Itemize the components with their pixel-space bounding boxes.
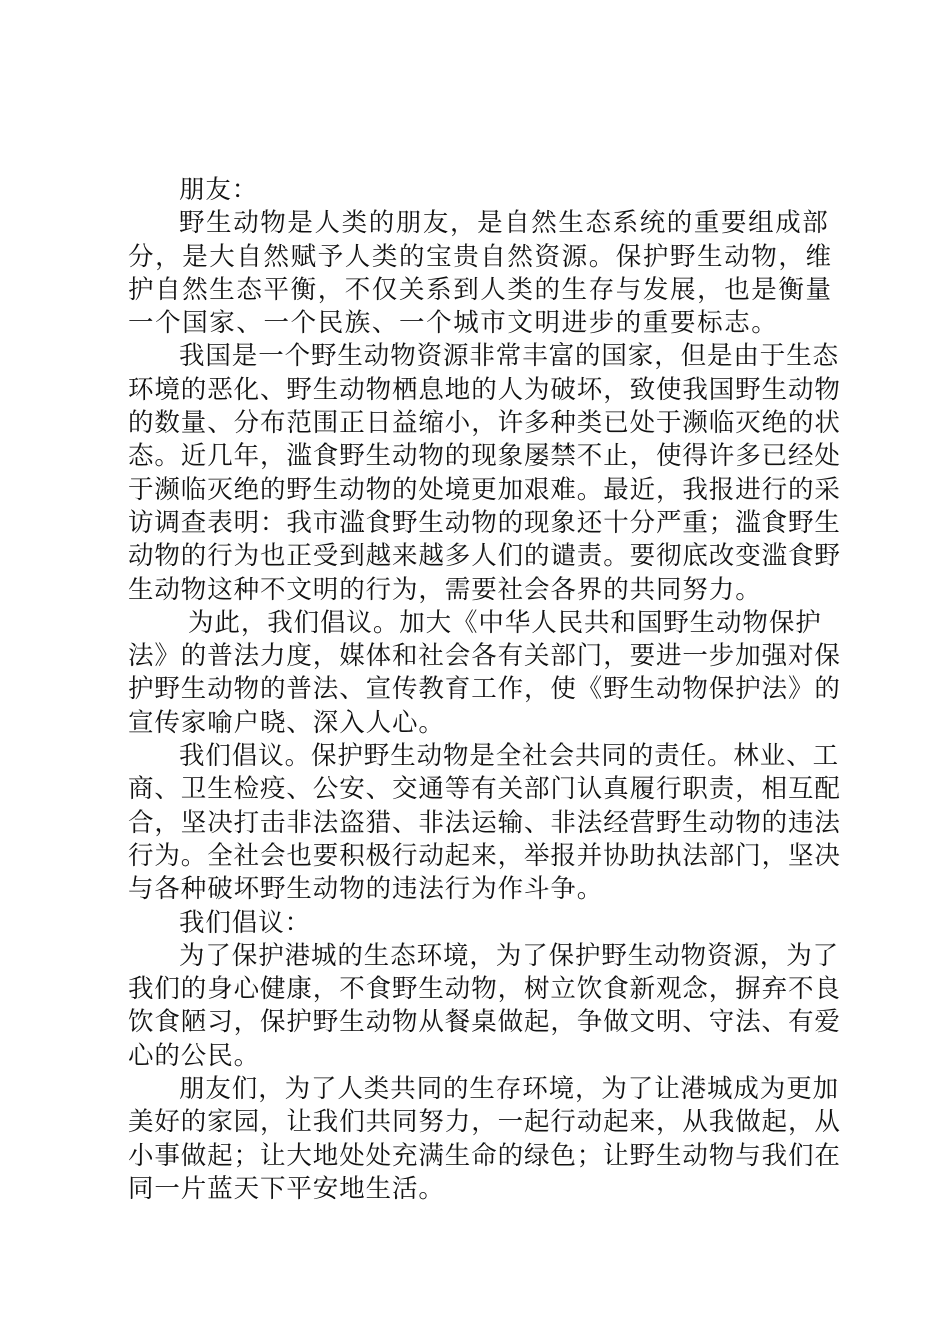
paragraph-closing: 朋友们，为了人类共同的生存环境，为了让港城成为更加美好的家园，让我们共同努力，一起行动起来，从我做起，从小事做起；让大地处处充满生命的绿色；让野生动物与我们在同一片蓝天下平安地生活。 (128, 1074, 841, 1204)
document-body (128, 174, 848, 1206)
paragraph-proposal-law: 为此，我们倡议。加大《中华人民共和国野生动物保护法》的普法力度，媒体和社会各有关部门，要进一步加强对保护野生动物的普法、宣传教育工作，使《野生动物保护法》的宣传家喻户晓、深入人心。 (128, 607, 841, 738)
paragraph-proposal-heading: 我们倡议： (179, 907, 312, 938)
paragraph-proposal-diet: 为了保护港城的生态环境，为了保护野生动物资源，为了我们的身心健康，不食野生动物，树立饮食新观念，摒弃不良饮食陋习，保护野生动物从餐桌做起，争做文明、守法、有爱心的公民。 (128, 940, 841, 1071)
paragraph-proposal-responsibility: 我们倡议。保护野生动物是全社会共同的责任。林业、工商、卫生检疫、公安、交通等有关部门认真履行职责，相互配合，坚决打击非法盗猎、非法运输、非法经营野生动物的违法行为。全社会也要积极行动起来，举报并协助执法部门，坚决与各种破坏野生动物的违法行为作斗争。 (128, 741, 841, 905)
paragraph-situation: 我国是一个野生动物资源非常丰富的国家，但是由于生态环境的恶化、野生动物栖息地的人为破坏，致使我国野生动物的数量、分布范围正日益缩小，许多种类已处于濒临灭绝的状态。近几年，滥食野生动物的现象屡禁不止，使得许多已经处于濒临灭绝的野生动物的处境更加艰难。最近，我报进行的采访调查表明：我市滥食野生动物的现象还十分严重；滥食野生动物的行为也正受到越来越多人们的谴责。要彻底改变滥食野生动物这种不文明的行为，需要社会各界的共同努力。 (128, 341, 841, 605)
paragraph-intro: 野生动物是人类的朋友，是自然生态系统的重要组成部分，是大自然赋予人类的宝贵自然资源。保护野生动物，维护自然生态平衡，不仅关系到人类的生存与发展，也是衡量一个国家、一个民族、一个城市文明进步的重要标志。 (128, 208, 833, 339)
salutation: 朋友： (179, 175, 259, 205)
